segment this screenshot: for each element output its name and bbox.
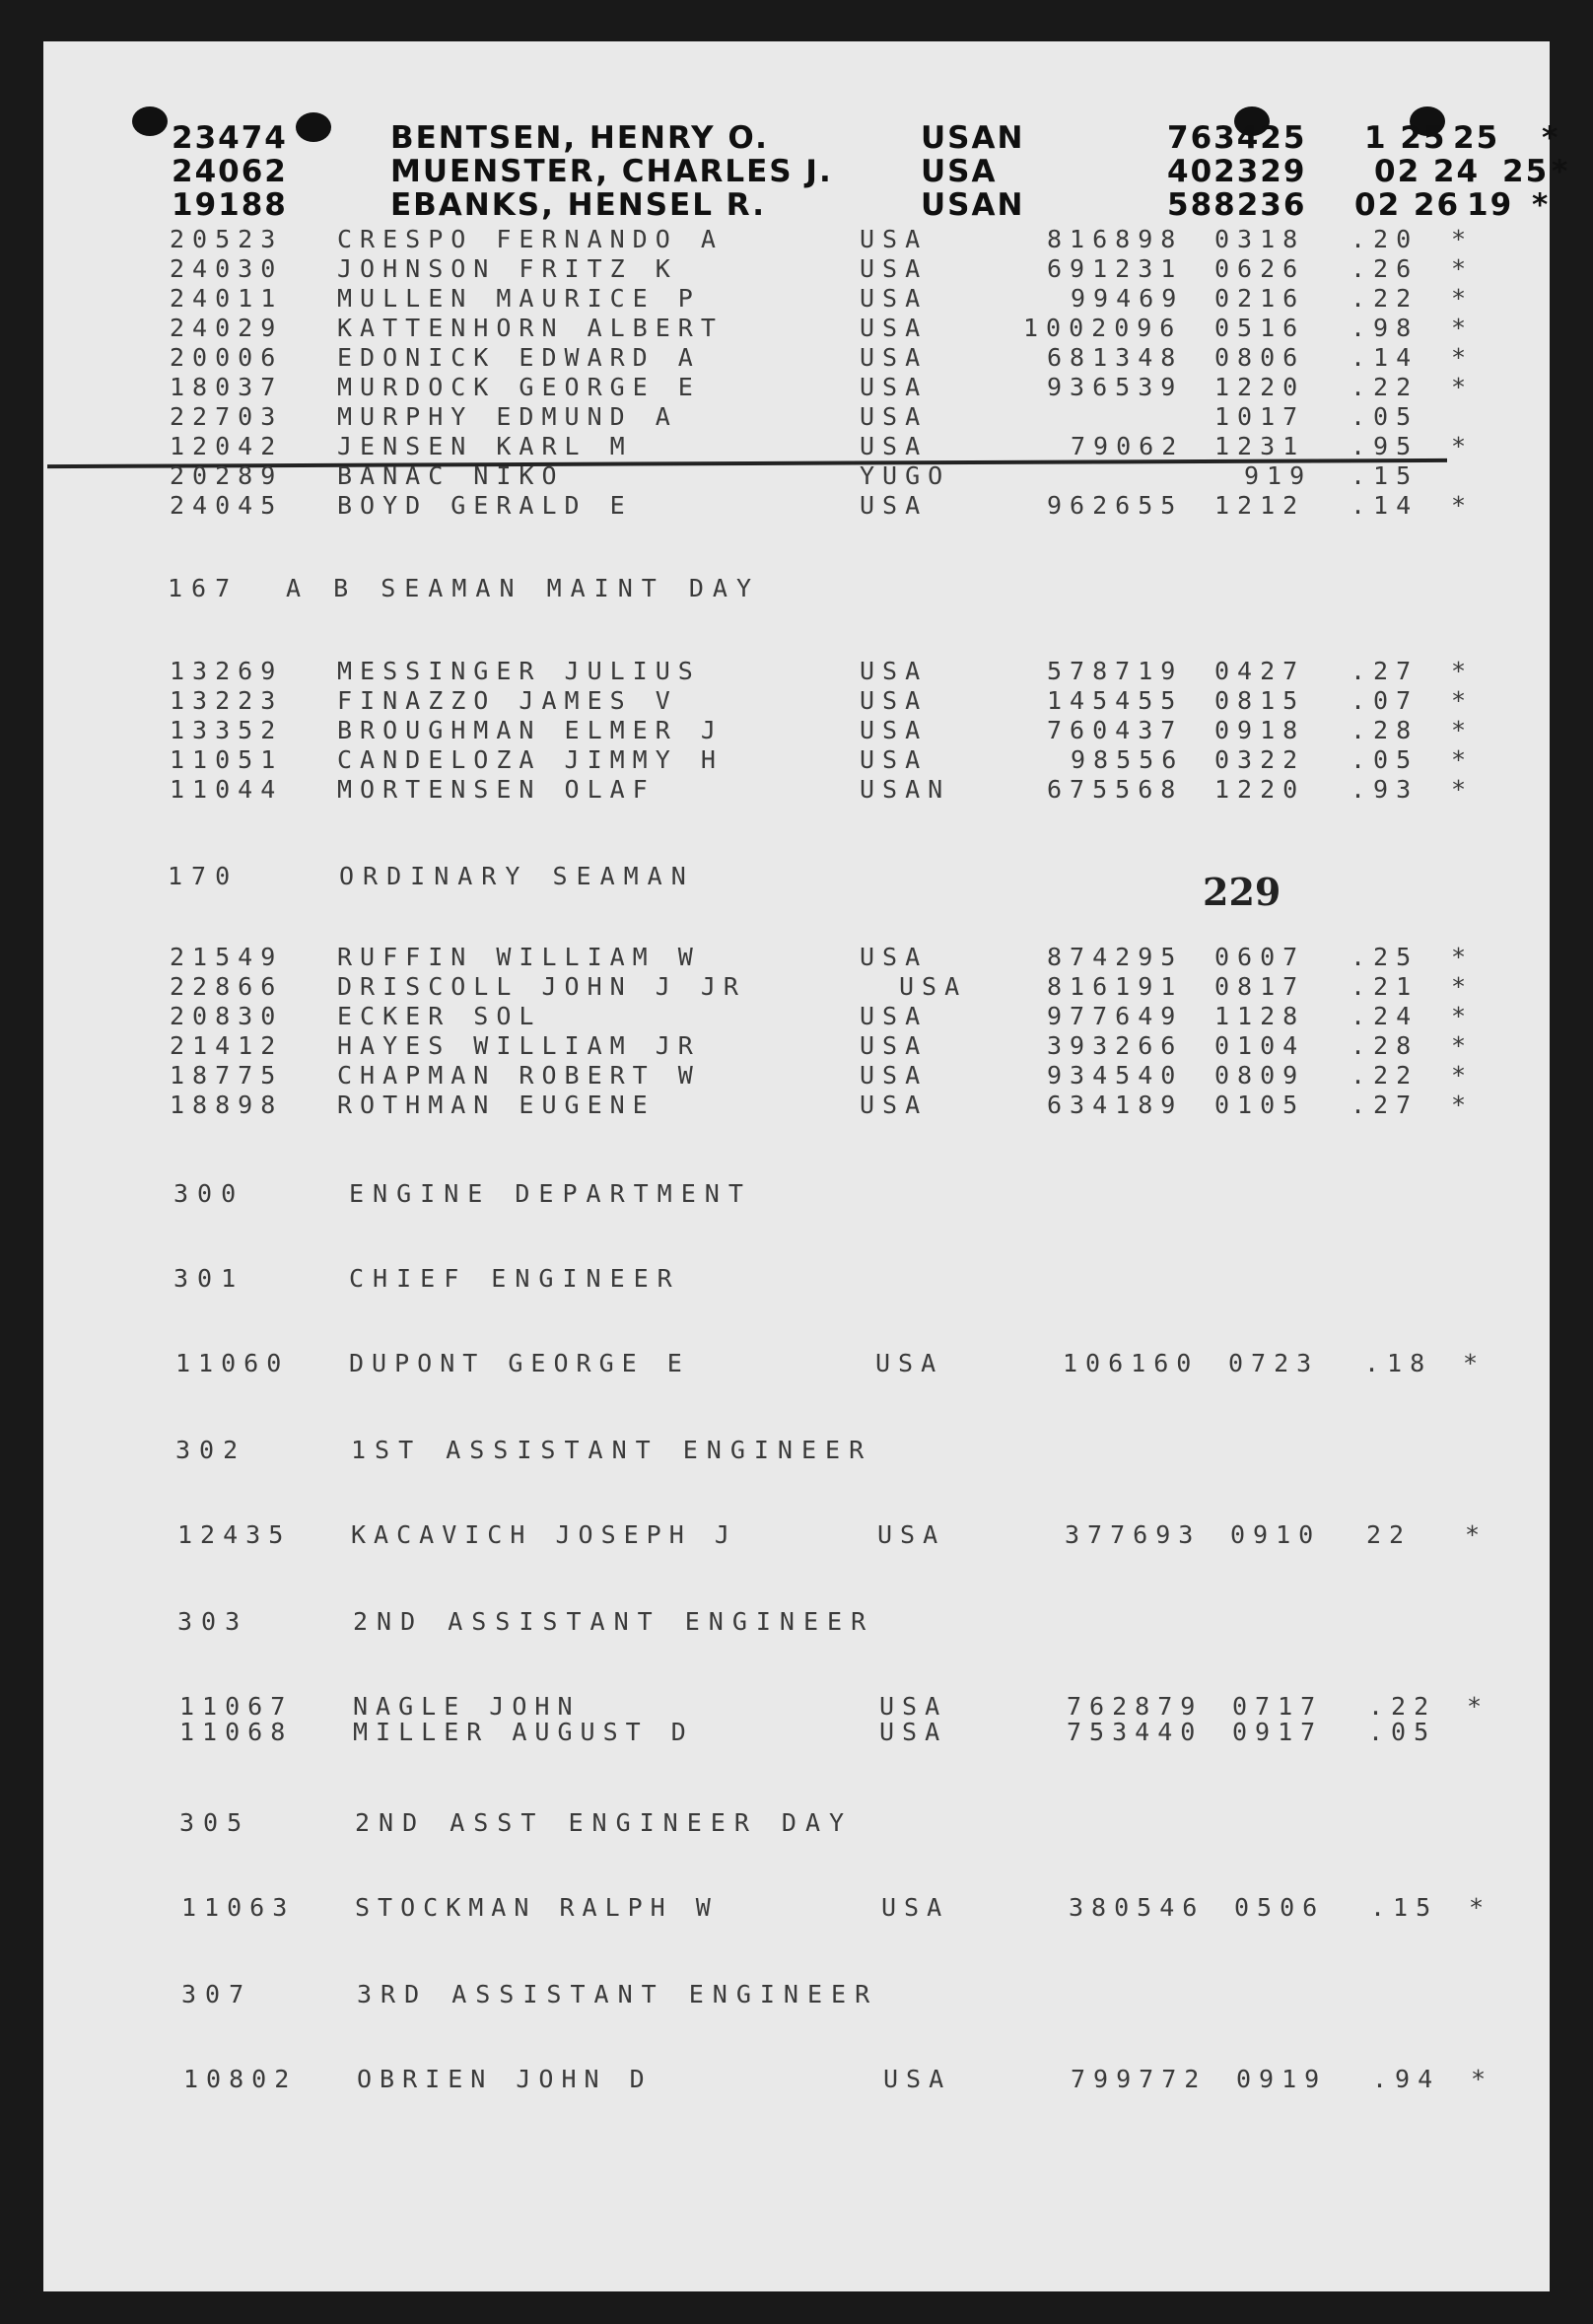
- crew-row: [170, 254, 1530, 284]
- crew-id: 13223: [170, 686, 284, 715]
- citizenship: USA: [881, 1893, 950, 1922]
- citizenship: USA: [860, 1031, 929, 1060]
- date: 0427: [1214, 657, 1306, 685]
- asterisk-mark: *: [1542, 120, 1560, 156]
- id-number: 393266: [1047, 1031, 1184, 1060]
- date: 0626: [1214, 254, 1306, 283]
- id-number: 98556: [1071, 745, 1185, 774]
- date: 0506: [1234, 1893, 1326, 1922]
- date: 1128: [1214, 1002, 1306, 1030]
- crew-name: NAGLE JOHN: [353, 1692, 581, 1721]
- id-number: 962655: [1047, 491, 1184, 520]
- citizenship: USA: [860, 402, 929, 431]
- crew-name: ROTHMAN EUGENE: [337, 1091, 656, 1119]
- asterisk-mark: *: [1451, 716, 1475, 744]
- crew-id: 13352: [170, 716, 284, 744]
- id-number: 578719: [1047, 657, 1184, 685]
- crew-id: 22866: [170, 972, 284, 1001]
- citizenship: USA: [860, 943, 929, 971]
- date: 0910: [1230, 1520, 1322, 1549]
- asterisk-mark: *: [1451, 943, 1475, 971]
- asterisk-mark: *: [1451, 972, 1475, 1001]
- asterisk-mark: *: [1451, 1091, 1475, 1119]
- date: 0104: [1214, 1031, 1306, 1060]
- section-code: 305: [179, 1808, 251, 1837]
- crew-id: 24029: [170, 314, 284, 342]
- crew-id: 18037: [170, 373, 284, 401]
- asterisk-mark: *: [1451, 686, 1475, 715]
- citizenship: USA: [860, 225, 929, 253]
- age: .22: [1351, 373, 1420, 401]
- asterisk-mark: *: [1451, 284, 1475, 313]
- section-title: 2ND ASST ENGINEER DAY: [355, 1808, 854, 1837]
- age: .18: [1364, 1349, 1433, 1377]
- asterisk-mark: *: [1451, 343, 1475, 372]
- crew-row: [170, 943, 1530, 972]
- crew-row: [170, 491, 1530, 521]
- crew-id: 12435: [177, 1520, 292, 1549]
- age: 22: [1366, 1520, 1413, 1549]
- citizenship: USAN: [860, 775, 951, 804]
- age: .26: [1351, 254, 1420, 283]
- asterisk-mark: *: [1451, 373, 1475, 401]
- crew-id: 20289: [170, 461, 284, 490]
- id-number: 934540: [1047, 1061, 1184, 1090]
- citizenship: USA: [860, 1061, 929, 1090]
- citizenship: USA: [860, 432, 929, 460]
- crew-name: JENSEN KARL M: [337, 432, 633, 460]
- date: 0516: [1214, 314, 1306, 342]
- crew-row: [175, 1349, 1536, 1378]
- age: .28: [1351, 716, 1420, 744]
- date: 0318: [1214, 225, 1306, 253]
- citizenship: USA: [860, 745, 929, 774]
- id-number: 753440: [1067, 1718, 1204, 1746]
- date: 0817: [1214, 972, 1306, 1001]
- section-title: 2ND ASSISTANT ENGINEER: [353, 1607, 875, 1636]
- crew-id: 21412: [170, 1031, 284, 1060]
- crew-name: CHAPMAN ROBERT W: [337, 1061, 701, 1090]
- age: .05: [1351, 745, 1420, 774]
- age: .94: [1372, 2065, 1441, 2093]
- id-number: 380546: [1069, 1893, 1206, 1922]
- crew-id: 20830: [170, 1002, 284, 1030]
- age: .05: [1351, 402, 1420, 431]
- crew-row: [170, 432, 1530, 461]
- crew-id: 13269: [170, 657, 284, 685]
- id-number: 675568: [1047, 775, 1184, 804]
- crew-name: EDONICK EDWARD A: [337, 343, 701, 372]
- age: .93: [1351, 775, 1420, 804]
- crew-id: 11051: [170, 745, 284, 774]
- section-heading: [175, 1436, 1063, 1465]
- crew-id: 18898: [170, 1091, 284, 1119]
- section-code: 307: [181, 1980, 253, 2008]
- date: 1220: [1214, 373, 1306, 401]
- crew-name: FINAZZO JAMES V: [337, 686, 678, 715]
- asterisk-mark: *: [1552, 154, 1570, 189]
- crew-row: [170, 972, 1530, 1002]
- asterisk-mark: *: [1451, 1031, 1475, 1060]
- asterisk-mark: *: [1451, 225, 1475, 253]
- asterisk-mark: *: [1451, 657, 1475, 685]
- id-number: 874295: [1047, 943, 1184, 971]
- section-code: 167: [168, 574, 240, 602]
- age: 25: [1453, 120, 1500, 156]
- crew-row: [170, 1091, 1530, 1120]
- asterisk-mark: *: [1463, 1349, 1487, 1377]
- id-number: 691231: [1047, 254, 1184, 283]
- date: 02 24: [1374, 154, 1481, 189]
- crew-row: [170, 686, 1530, 716]
- crew-id: 23474: [172, 120, 288, 156]
- age: 25: [1502, 154, 1550, 189]
- crew-name: KACAVICH JOSEPH J: [351, 1520, 737, 1549]
- punch-hole: [132, 106, 168, 136]
- age: .24: [1351, 1002, 1420, 1030]
- id-number: 402329: [1167, 154, 1307, 189]
- crew-name: JOHNSON FRITZ K: [337, 254, 678, 283]
- asterisk-mark: *: [1451, 432, 1475, 460]
- asterisk-mark: *: [1471, 2065, 1494, 2093]
- age: .20: [1351, 225, 1420, 253]
- crew-id: 11067: [179, 1692, 294, 1721]
- crew-name: MESSINGER JULIUS: [337, 657, 701, 685]
- age: .95: [1351, 432, 1420, 460]
- crew-row: [170, 657, 1530, 686]
- crew-name: ECKER SOL: [337, 1002, 542, 1030]
- citizenship: USA: [860, 254, 929, 283]
- date: 0815: [1214, 686, 1306, 715]
- section-title: ORDINARY SEAMAN: [339, 862, 695, 890]
- id-number: 634189: [1047, 1091, 1184, 1119]
- crew-id: 21549: [170, 943, 284, 971]
- asterisk-mark: *: [1451, 745, 1475, 774]
- crew-row: [170, 373, 1530, 402]
- id-number: 681348: [1047, 343, 1184, 372]
- crew-row: [170, 343, 1530, 373]
- id-number: 106160: [1063, 1349, 1200, 1377]
- crew-id: 22703: [170, 402, 284, 431]
- asterisk-mark: *: [1467, 1692, 1490, 1721]
- crew-row: [181, 1893, 1542, 1923]
- crew-name: RUFFIN WILLIAM W: [337, 943, 701, 971]
- crew-name: KATTENHORN ALBERT: [337, 314, 724, 342]
- age: .27: [1351, 657, 1420, 685]
- section-title: A B SEAMAN MAINT DAY: [286, 574, 761, 602]
- id-number: 588236: [1167, 187, 1307, 223]
- asterisk-mark: *: [1451, 1002, 1475, 1030]
- id-number: 762879: [1067, 1692, 1204, 1721]
- age: .22: [1351, 284, 1420, 313]
- age: .98: [1351, 314, 1420, 342]
- age: .07: [1351, 686, 1420, 715]
- crew-id: 11060: [175, 1349, 290, 1377]
- crew-name: BENTSEN, HENRY O.: [390, 120, 769, 156]
- asterisk-mark: *: [1469, 1893, 1492, 1922]
- citizenship: USA: [879, 1692, 948, 1721]
- crew-id: 18775: [170, 1061, 284, 1090]
- section-code: 300: [173, 1179, 245, 1208]
- crew-id: 24045: [170, 491, 284, 520]
- age: .14: [1351, 491, 1420, 520]
- citizenship: USA: [860, 657, 929, 685]
- crew-row-struck: [170, 402, 1530, 432]
- age: .05: [1368, 1718, 1437, 1746]
- crew-name: EBANKS, HENSEL R.: [390, 187, 766, 223]
- id-number: 79062: [1071, 432, 1185, 460]
- section-heading: [173, 1179, 1061, 1209]
- crew-id: 20523: [170, 225, 284, 253]
- crew-name: CRESPO FERNANDO A: [337, 225, 724, 253]
- section-heading: [177, 1607, 1065, 1637]
- crew-name: MURDOCK GEORGE E: [337, 373, 701, 401]
- citizenship: USA: [860, 343, 929, 372]
- age: .22: [1351, 1061, 1420, 1090]
- section-title: ENGINE DEPARTMENT: [349, 1179, 752, 1208]
- section-code: 302: [175, 1436, 247, 1464]
- date: 0917: [1232, 1718, 1324, 1746]
- crew-id: 20006: [170, 343, 284, 372]
- crew-name: BROUGHMAN ELMER J: [337, 716, 724, 744]
- crew-name: MUENSTER, CHARLES J.: [390, 154, 833, 189]
- date: 1017: [1214, 402, 1306, 431]
- crew-name: MURPHY EDMUND A: [337, 402, 678, 431]
- citizenship: USA: [860, 373, 929, 401]
- crew-name: STOCKMAN RALPH W: [355, 1893, 719, 1922]
- asterisk-mark: *: [1451, 1061, 1475, 1090]
- id-number: 145455: [1047, 686, 1184, 715]
- punch-hole: [296, 112, 331, 142]
- citizenship: YUGO: [860, 461, 951, 490]
- date: 0216: [1214, 284, 1306, 313]
- age: .27: [1351, 1091, 1420, 1119]
- crew-row: [170, 1031, 1530, 1061]
- document-page: [43, 41, 1570, 2291]
- citizenship: USA: [860, 314, 929, 342]
- id-number: 1002096: [1023, 314, 1183, 342]
- crew-id: 19188: [172, 187, 288, 223]
- section-title: 3RD ASSISTANT ENGINEER: [357, 1980, 879, 2008]
- id-number: 936539: [1047, 373, 1184, 401]
- age: .14: [1351, 343, 1420, 372]
- citizenship: USA: [860, 1091, 929, 1119]
- age: .28: [1351, 1031, 1420, 1060]
- crew-name: OBRIEN JOHN D: [357, 2065, 653, 2093]
- id-number: 977649: [1047, 1002, 1184, 1030]
- date: 919: [1244, 461, 1313, 490]
- page-number: 229: [1203, 870, 1281, 914]
- section-heading: [168, 574, 1055, 603]
- asterisk-mark: *: [1451, 314, 1475, 342]
- crew-row: [183, 2065, 1544, 2094]
- id-number: 816898: [1047, 225, 1184, 253]
- asterisk-mark: *: [1451, 254, 1475, 283]
- asterisk-mark: *: [1532, 187, 1551, 223]
- crew-row: [170, 461, 1530, 491]
- age: .22: [1368, 1692, 1437, 1721]
- date: 02 26: [1354, 187, 1461, 223]
- citizenship: USA: [875, 1349, 944, 1377]
- crew-id: 10802: [183, 2065, 298, 2093]
- crew-name: MULLEN MAURICE P: [337, 284, 701, 313]
- id-number: 816191: [1047, 972, 1184, 1001]
- crew-row: [179, 1718, 1540, 1747]
- section-code: 301: [173, 1264, 245, 1293]
- crew-row: [170, 775, 1530, 805]
- asterisk-mark: *: [1451, 491, 1475, 520]
- section-code: 303: [177, 1607, 249, 1636]
- crew-row: [170, 1061, 1530, 1091]
- crew-id: 11063: [181, 1893, 296, 1922]
- citizenship: USA: [899, 972, 968, 1001]
- crew-name: CANDELOZA JIMMY H: [337, 745, 724, 774]
- age: .15: [1370, 1893, 1439, 1922]
- age: .21: [1351, 972, 1420, 1001]
- crew-row: [170, 716, 1530, 745]
- date: 0809: [1214, 1061, 1306, 1090]
- citizenship: USA: [877, 1520, 946, 1549]
- section-title: 1ST ASSISTANT ENGINEER: [351, 1436, 873, 1464]
- citizenship: USA: [860, 716, 929, 744]
- crew-row: [170, 745, 1530, 775]
- date: 1231: [1214, 432, 1306, 460]
- date: 0723: [1228, 1349, 1320, 1377]
- crew-name: BANAC NIKO: [337, 461, 565, 490]
- crew-id: 24062: [172, 154, 288, 189]
- date: 0806: [1214, 343, 1306, 372]
- crew-name: MORTENSEN OLAF: [337, 775, 656, 804]
- date: 0607: [1214, 943, 1306, 971]
- crew-name: MILLER AUGUST D: [353, 1718, 694, 1746]
- date: 0918: [1214, 716, 1306, 744]
- crew-name: DRISCOLL JOHN J JR: [337, 972, 746, 1001]
- id-number: 99469: [1071, 284, 1185, 313]
- crew-row: [170, 1002, 1530, 1031]
- age: 19: [1467, 187, 1514, 223]
- crew-id: 24011: [170, 284, 284, 313]
- crew-row: [170, 225, 1530, 254]
- crew-row: [170, 314, 1530, 343]
- date: 1220: [1214, 775, 1306, 804]
- citizenship: USA: [860, 491, 929, 520]
- citizenship: USA: [860, 686, 929, 715]
- crew-name: BOYD GERALD E: [337, 491, 633, 520]
- date: 0322: [1214, 745, 1306, 774]
- crew-id: 11068: [179, 1718, 294, 1746]
- date: 1 25: [1364, 120, 1447, 156]
- asterisk-mark: *: [1465, 1520, 1489, 1549]
- section-heading: [181, 1980, 1069, 2009]
- crew-id: 24030: [170, 254, 284, 283]
- crew-name: DUPONT GEORGE E: [349, 1349, 690, 1377]
- citizenship: USA: [860, 1002, 929, 1030]
- crew-row: [170, 284, 1530, 314]
- section-title: CHIEF ENGINEER: [349, 1264, 681, 1293]
- date: 0919: [1236, 2065, 1328, 2093]
- citizenship: USA: [860, 284, 929, 313]
- citizenship: USA: [879, 1718, 948, 1746]
- citizenship: USA: [883, 2065, 952, 2093]
- date: 0105: [1214, 1091, 1306, 1119]
- crew-id: 12042: [170, 432, 284, 460]
- crew-name: HAYES WILLIAM JR: [337, 1031, 701, 1060]
- crew-id: 11044: [170, 775, 284, 804]
- id-number: 377693: [1065, 1520, 1202, 1549]
- section-heading: [168, 862, 1055, 891]
- id-number: 760437: [1047, 716, 1184, 744]
- crew-row: [177, 1520, 1538, 1550]
- section-code: 170: [168, 862, 240, 890]
- citizenship: USAN: [921, 120, 1025, 156]
- age: .15: [1351, 461, 1420, 490]
- section-heading: [173, 1264, 1061, 1294]
- asterisk-mark: *: [1451, 775, 1475, 804]
- section-heading: [179, 1808, 1067, 1838]
- id-number: 799772: [1071, 2065, 1208, 2093]
- id-number: 763425: [1167, 120, 1307, 156]
- date: 1212: [1214, 491, 1306, 520]
- date: 0717: [1232, 1692, 1324, 1721]
- citizenship: USAN: [921, 187, 1025, 223]
- age: .25: [1351, 943, 1420, 971]
- citizenship: USA: [921, 154, 998, 189]
